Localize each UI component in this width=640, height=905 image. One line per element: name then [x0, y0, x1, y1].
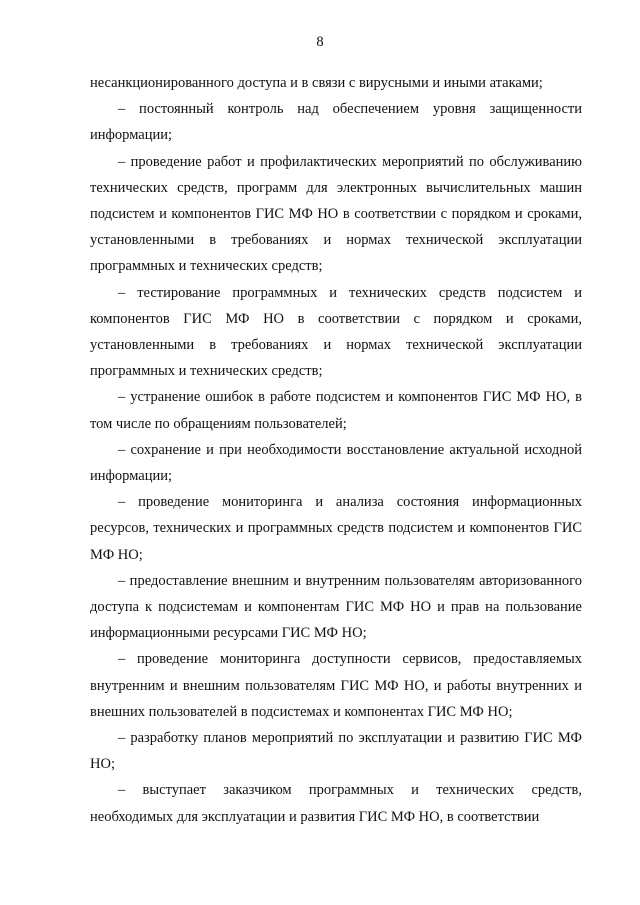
list-item: – проведение мониторинга доступности сервисов, предоставляемых внутренним и внешним пользователям ГИС МФ НО, и работы внутренних и внешних пользователей в подсистемах и компонентах ГИС МФ НО; [90, 651, 582, 720]
body-text [90, 70, 582, 830]
list-item: – устранение ошибок в работе подсистем и компонентов ГИС МФ НО, в том числе по обращениям пользователей; [90, 389, 582, 432]
page-number: 8 [316, 34, 324, 50]
list-item: – проведение работ и профилактических мероприятий по обслуживанию технических средств, программ для электронных вычислительных машин подсистем и компонентов ГИС МФ НО в соответствии с порядком и сроками, установленными в требованиях и нормах технической эксплуатации программных и технических средств; [90, 153, 582, 275]
list-item: – постоянный контроль над обеспечением уровня защищенности информации; [90, 101, 582, 144]
list-item: – разработку планов мероприятий по эксплуатации и развитию ГИС МФ НО; [90, 730, 582, 773]
list-item: – выступает заказчиком программных и технических средств, необходимых для эксплуатации и развития ГИС МФ НО, в соответствии [90, 782, 582, 825]
list-item: – сохранение и при необходимости восстановление актуальной исходной информации; [90, 441, 582, 485]
list-item: – предоставление внешним и внутренним пользователям авторизованного доступа к подсистемам и компонентам ГИС МФ НО и прав на пользование информационными ресурсами ГИС МФ НО; [90, 572, 582, 642]
list-item: – проведение мониторинга и анализа состояния информационных ресурсов, технических и программных средств подсистем и компонентов ГИС МФ НО; [90, 494, 582, 563]
list-item: – тестирование программных и технических средств подсистем и компонентов ГИС МФ НО в соответствии с порядком и сроками, установленными в требованиях и нормах технической эксплуатации программных и технических средств; [90, 284, 582, 380]
paragraph-continuation: несанкционированного доступа и в связи с вирусными и иными атаками; [90, 75, 543, 91]
